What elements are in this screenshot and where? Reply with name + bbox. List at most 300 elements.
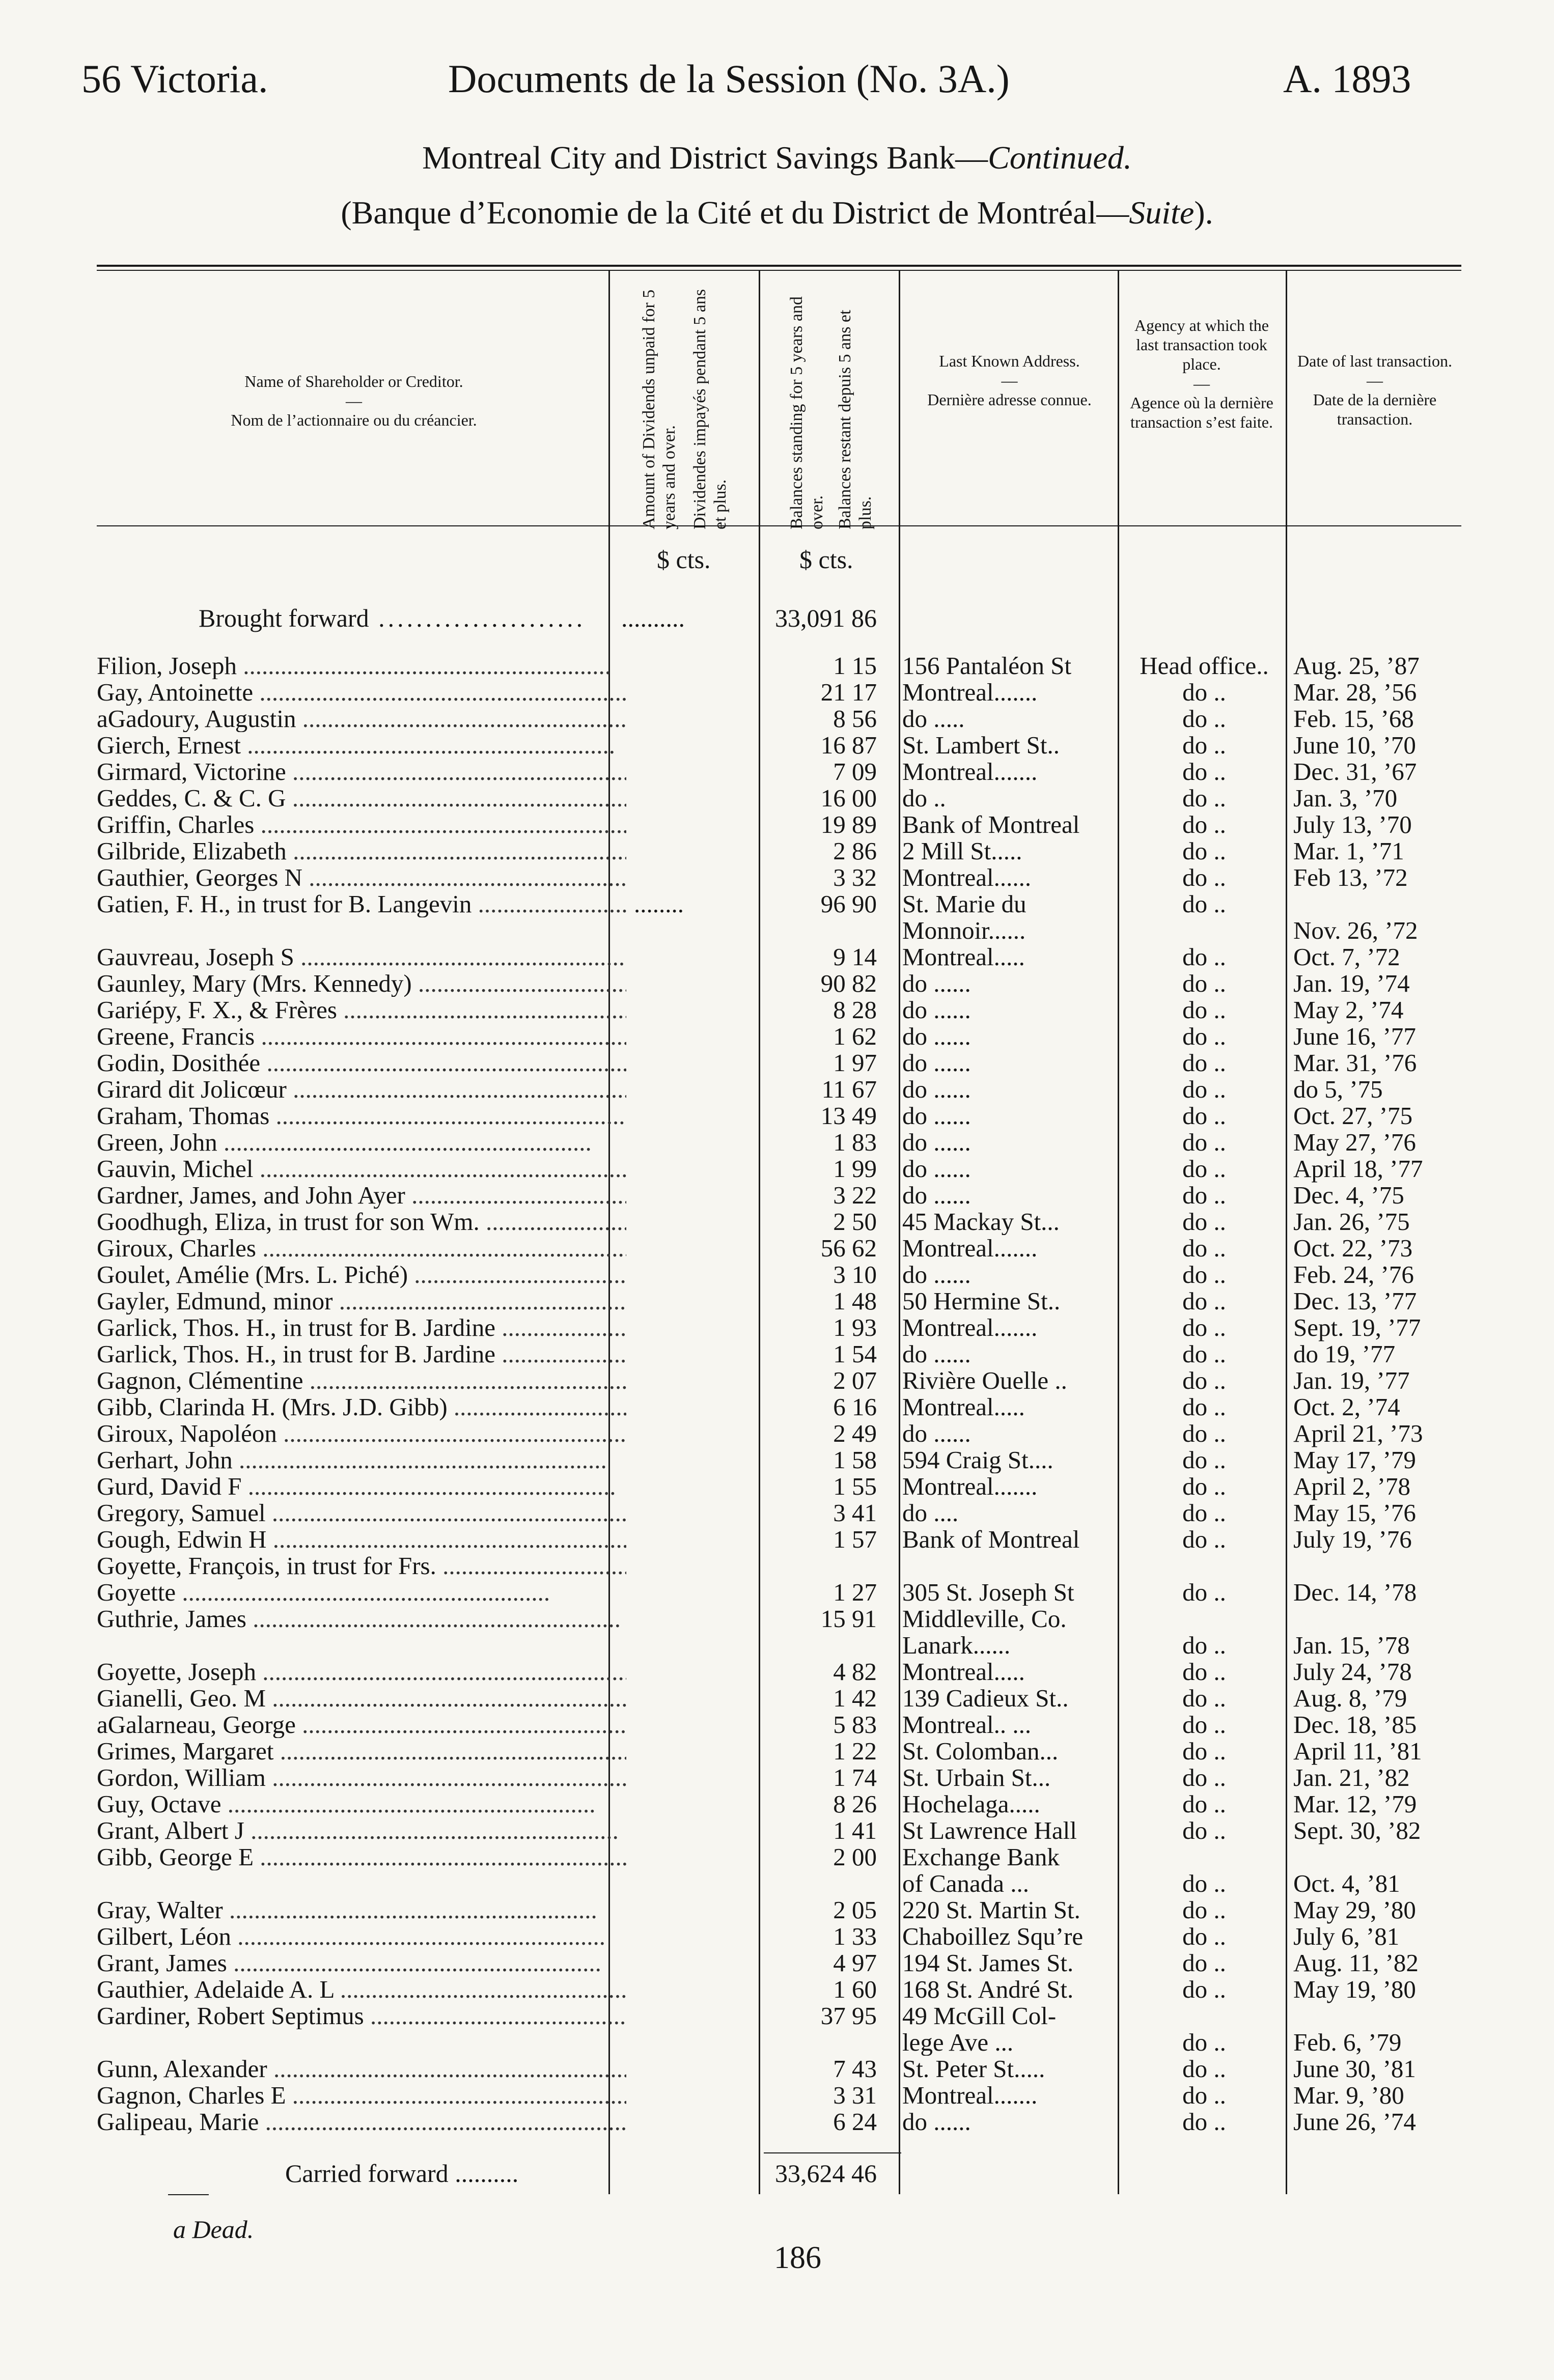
balance-amount: 8 28: [833, 996, 877, 1024]
table-row: [0, 1182, 1554, 1209]
table-row: [0, 997, 1554, 1023]
column-header-date-dash: —: [1367, 371, 1383, 389]
table-row: [0, 1341, 1554, 1367]
last-address: St. Lambert St..: [902, 732, 1060, 759]
creditor-name: Giroux, Charles .....: [97, 1235, 626, 1262]
table-row: [0, 759, 1554, 785]
creditor-name: Graham, Thomas .....: [97, 1103, 626, 1129]
agency: do ..: [1182, 2028, 1226, 2056]
balance-amount: 3 32: [833, 863, 877, 891]
brought-forward-amount: 33,091 86: [775, 604, 877, 632]
last-address: do ......: [902, 1129, 971, 1156]
last-address: Montreal.......: [902, 1314, 1038, 1341]
last-address: Hochelaga.....: [902, 1791, 1040, 1817]
creditor-name: Green, John .....: [97, 1129, 626, 1156]
last-address: Montreal.......: [902, 679, 1038, 706]
balance-amount: 1 74: [833, 1763, 877, 1791]
agency: do ..: [1182, 1261, 1226, 1289]
creditor-name: Grimes, Margaret .....: [97, 1738, 626, 1765]
ledger-rows: [0, 653, 1554, 2135]
carried-forward-text: Carried forward: [285, 2159, 449, 2188]
creditor-name: Goulet, Amélie (Mrs. L. Piché) .....: [97, 1262, 626, 1288]
last-transaction-date: Jan. 19, ’74: [1293, 969, 1410, 997]
last-address: Montreal.......: [902, 759, 1038, 785]
agency: do ..: [1182, 1711, 1226, 1739]
balance-amount: 1 97: [833, 1049, 877, 1077]
table-row: [0, 1765, 1554, 1791]
last-transaction-date: Sept. 30, ’82: [1293, 1816, 1421, 1844]
agency: do ..: [1182, 1975, 1226, 2003]
column-header-balances: [787, 285, 827, 529]
agency: do ..: [1182, 1922, 1226, 1950]
creditor-name: aGadoury, Augustin .....: [97, 706, 626, 732]
table-row: [0, 864, 1554, 891]
table-row: [0, 1606, 1554, 1632]
column-header-agency: [1123, 316, 1281, 432]
last-address: Montreal.....: [902, 1659, 1025, 1685]
balance-amount: 1 58: [833, 1446, 877, 1474]
creditor-name: Gierch, Ernest .....: [97, 732, 626, 759]
creditor-name: Gay, Antoinette .....: [97, 679, 626, 706]
carried-forward-label: Carried forward ..........: [285, 2159, 519, 2188]
creditor-name: Grant, Albert J .....: [97, 1817, 626, 1844]
agency: do ..: [1182, 810, 1226, 838]
creditor-name: Godin, Dosithée .....: [97, 1050, 626, 1076]
last-address: 139 Cadieux St..: [902, 1685, 1069, 1712]
last-transaction-date: April 2, ’78: [1293, 1472, 1410, 1500]
title-en-text: Montreal City and District Savings Bank—: [422, 139, 988, 176]
agency: do ..: [1182, 1763, 1226, 1791]
agency: do ..: [1182, 784, 1226, 812]
last-transaction-date: Mar. 12, ’79: [1293, 1790, 1417, 1818]
agency: do ..: [1182, 2055, 1226, 2083]
agency: do ..: [1182, 1658, 1226, 1686]
agency: do ..: [1182, 678, 1226, 706]
table-row: [0, 1367, 1554, 1394]
table-row: [0, 1870, 1554, 1897]
agency: do ..: [1182, 863, 1226, 891]
creditor-name: Griffin, Charles .....: [97, 811, 626, 838]
balance-amount: 1 33: [833, 1922, 877, 1950]
balance-amount: 6 16: [833, 1393, 877, 1421]
last-address: do .....: [902, 706, 965, 732]
last-transaction-date: do 5, ’75: [1293, 1075, 1383, 1103]
last-address: St Lawrence Hall: [902, 1817, 1077, 1844]
last-transaction-date: do 19, ’77: [1293, 1340, 1396, 1368]
table-row: [0, 1950, 1554, 1976]
table-row: [0, 1420, 1554, 1447]
balance-amount: 2 00: [833, 1843, 877, 1871]
last-transaction-date: May 17, ’79: [1293, 1446, 1416, 1474]
creditor-name: Gagnon, Clémentine .....: [97, 1367, 626, 1394]
table-row: [0, 2056, 1554, 2082]
column-header-agency-fr: Agence où la dernière transaction s’est faite.: [1130, 394, 1273, 431]
last-transaction-date: July 13, ’70: [1293, 810, 1412, 838]
last-transaction-date: Aug. 25, ’87: [1293, 652, 1420, 680]
column-header-name-en: Name of Shareholder or Creditor.: [244, 372, 463, 390]
last-transaction-date: Feb. 24, ’76: [1293, 1261, 1414, 1289]
creditor-name: aGalarneau, George .....: [97, 1712, 626, 1738]
agency: do ..: [1182, 1049, 1226, 1077]
table-row: [0, 1288, 1554, 1314]
page-number: 186: [774, 2241, 821, 2275]
last-transaction-date: Sept. 19, ’77: [1293, 1313, 1421, 1341]
last-address: do ..: [902, 785, 946, 811]
agency: do ..: [1182, 890, 1226, 918]
table-row: [0, 1473, 1554, 1500]
table-row: [0, 785, 1554, 811]
creditor-name: Garlick, Thos. H., in trust for B. Jardine .....: [97, 1341, 626, 1367]
balance-amount: 8 56: [833, 705, 877, 733]
last-transaction-date: Jan. 15, ’78: [1293, 1631, 1410, 1659]
agency: do ..: [1182, 1075, 1226, 1103]
creditor-name: Geddes, C. & C. G .....: [97, 785, 626, 811]
balance-amount: 4 82: [833, 1658, 877, 1686]
table-row: [0, 1262, 1554, 1288]
balance-amount: 1 93: [833, 1313, 877, 1341]
creditor-name: Girmard, Victorine .....: [97, 759, 626, 785]
dividends-amount: ........: [634, 890, 684, 918]
last-address: St. Urbain St...: [902, 1765, 1051, 1791]
column-header-dividends-fr: Dividendes impayés pendant 5 ans et plus.: [690, 289, 730, 529]
last-address: Chaboillez Squ’re: [902, 1923, 1084, 1950]
creditor-name: Gariépy, F. X., & Frères .....: [97, 997, 626, 1023]
creditor-name: Greene, Francis .....: [97, 1023, 626, 1050]
creditor-name: Gianelli, Geo. M .....: [97, 1685, 626, 1712]
creditor-name: Gatien, F. H., in trust for B. Langevin .....: [97, 891, 626, 917]
balance-amount: 19 89: [820, 810, 877, 838]
table-row: [0, 811, 1554, 838]
creditor-name: Gardiner, Robert Septimus .....: [97, 2003, 626, 2029]
balance-amount: 1 55: [833, 1472, 877, 1500]
creditor-name: Goyette, Joseph .....: [97, 1659, 626, 1685]
last-address: do ......: [902, 997, 971, 1023]
creditor-name: Gayler, Edmund, minor .....: [97, 1288, 626, 1314]
title-fr-end: ).: [1194, 194, 1213, 231]
table-row: [0, 679, 1554, 706]
last-transaction-date: May 15, ’76: [1293, 1499, 1416, 1527]
last-address: do ......: [902, 2109, 971, 2135]
last-address: Montreal.....: [902, 1394, 1025, 1420]
table-row: [0, 1553, 1554, 1579]
balance-amount: 3 41: [833, 1499, 877, 1527]
balance-amount: 2 49: [833, 1419, 877, 1447]
balance-amount: 1 15: [833, 652, 877, 680]
column-header-name-dash: —: [346, 391, 362, 410]
table-row: [0, 1156, 1554, 1182]
balance-amount: 6 24: [833, 2108, 877, 2136]
last-address: Monnoir......: [902, 917, 1026, 944]
last-transaction-date: Oct. 4, ’81: [1293, 1869, 1400, 1897]
last-transaction-date: Oct. 22, ’73: [1293, 1234, 1413, 1262]
creditor-name: Garlick, Thos. H., in trust for B. Jardine .....: [97, 1314, 626, 1341]
brought-forward-label: Brought forward ......................: [199, 604, 586, 632]
last-address: Exchange Bank: [902, 1844, 1060, 1870]
last-address: 220 St. Martin St.: [902, 1897, 1080, 1923]
balance-amount: 1 62: [833, 1022, 877, 1050]
last-address: 156 Pantaléon St: [902, 653, 1072, 679]
balance-amount: 2 07: [833, 1366, 877, 1394]
creditor-name: Grant, James .....: [97, 1950, 626, 1976]
last-address: 50 Hermine St..: [902, 1288, 1061, 1314]
last-address: do ......: [902, 1156, 971, 1182]
last-address: do ......: [902, 1341, 971, 1367]
column-header-dividends: [639, 285, 680, 529]
agency: do ..: [1182, 1472, 1226, 1500]
agency: do ..: [1182, 1022, 1226, 1050]
table-row: [0, 944, 1554, 970]
last-address: Rivière Ouelle ..: [902, 1367, 1067, 1394]
balance-amount: 1 99: [833, 1155, 877, 1183]
table-row: [0, 2029, 1554, 2056]
creditor-name: Filion, Joseph .....: [97, 653, 626, 679]
last-transaction-date: Feb. 15, ’68: [1293, 705, 1414, 733]
agency: do ..: [1182, 1816, 1226, 1844]
creditor-name: Gough, Edwin H .....: [97, 1526, 626, 1553]
creditor-name: Gerhart, John .....: [97, 1447, 626, 1473]
agency: do ..: [1182, 1684, 1226, 1712]
last-transaction-date: Nov. 26, ’72: [1293, 916, 1418, 944]
last-address: Montreal.......: [902, 1473, 1038, 1500]
table-row: [0, 1023, 1554, 1050]
balance-amount: 2 86: [833, 837, 877, 865]
agency: do ..: [1182, 2108, 1226, 2136]
table-row: [0, 1103, 1554, 1129]
last-transaction-date: Dec. 14, ’78: [1293, 1578, 1417, 1606]
last-address: Montreal.......: [902, 1235, 1038, 1262]
last-address: of Canada ...: [902, 1870, 1029, 1897]
agency: do ..: [1182, 1499, 1226, 1527]
table-row: [0, 706, 1554, 732]
carried-forward-amount: 33,624 46: [775, 2159, 877, 2188]
agency: do ..: [1182, 837, 1226, 865]
last-transaction-date: June 10, ’70: [1293, 731, 1416, 759]
table-row: [0, 1129, 1554, 1156]
creditor-name: Galipeau, Marie .....: [97, 2109, 626, 2135]
column-header-agency-dash: —: [1194, 374, 1210, 393]
table-row: [0, 1235, 1554, 1262]
table-top-rule-inner: [97, 270, 1461, 271]
creditor-name: Gray, Walter .....: [97, 1897, 626, 1923]
agency: do ..: [1182, 1419, 1226, 1447]
balance-amount: 15 91: [820, 1605, 877, 1633]
balance-amount: 1 83: [833, 1128, 877, 1156]
balance-amount: 7 09: [833, 758, 877, 786]
last-address: 594 Craig St....: [902, 1447, 1053, 1473]
table-row: [0, 1500, 1554, 1526]
column-header-dividends-fr-wrap: [690, 285, 731, 529]
agency: do ..: [1182, 1949, 1226, 1977]
balance-amount: 56 62: [820, 1234, 877, 1262]
agency: do ..: [1182, 1208, 1226, 1236]
balance-amount: 90 82: [820, 969, 877, 997]
table-row: [0, 1394, 1554, 1420]
agency: do ..: [1182, 2081, 1226, 2109]
balance-amount: 1 41: [833, 1816, 877, 1844]
agency: do ..: [1182, 1366, 1226, 1394]
balance-amount: 1 48: [833, 1287, 877, 1315]
agency: do ..: [1182, 1578, 1226, 1606]
table-row: [0, 653, 1554, 679]
creditor-name: Gunn, Alexander .....: [97, 2056, 626, 2082]
creditor-name: Gauvin, Michel .....: [97, 1156, 626, 1182]
table-row: [0, 1817, 1554, 1844]
footnote-dead: a Dead.: [173, 2215, 254, 2244]
agency: do ..: [1182, 1181, 1226, 1209]
header-year: A. 1893: [1283, 57, 1411, 101]
table-row: [0, 1314, 1554, 1341]
last-address: do ......: [902, 970, 971, 997]
last-transaction-date: Dec. 13, ’77: [1293, 1287, 1417, 1315]
balance-amount: 1 22: [833, 1737, 877, 1765]
balance-amount: 1 42: [833, 1684, 877, 1712]
table-row: [0, 2109, 1554, 2135]
creditor-name: Goyette .....: [97, 1579, 626, 1606]
column-header-address-dash: —: [1001, 371, 1018, 389]
creditor-name: Gregory, Samuel .....: [97, 1500, 626, 1526]
last-address: St. Marie du: [902, 891, 1026, 917]
last-address: do ....: [902, 1500, 959, 1526]
balance-amount: 5 83: [833, 1711, 877, 1739]
balance-amount: 21 17: [820, 678, 877, 706]
balance-amount: 2 05: [833, 1896, 877, 1924]
last-transaction-date: Mar. 31, ’76: [1293, 1049, 1417, 1077]
table-row: [0, 2003, 1554, 2029]
last-transaction-date: Oct. 7, ’72: [1293, 943, 1400, 971]
last-address: do ......: [902, 1023, 971, 1050]
table-row: [0, 970, 1554, 997]
table-row: [0, 917, 1554, 944]
balance-amount: 1 57: [833, 1525, 877, 1553]
last-address: do ......: [902, 1420, 971, 1447]
column-header-address: [906, 351, 1113, 409]
title-fr-text: (Banque d’Economie de la Cité et du District de Montréal—: [341, 194, 1129, 231]
agency: do ..: [1182, 1393, 1226, 1421]
column-header-balances-fr: Balances restant depuis 5 ans et plus.: [836, 310, 875, 529]
agency: Head office..: [1140, 652, 1269, 680]
column-header-date: [1291, 351, 1459, 429]
table-row: [0, 1209, 1554, 1235]
balance-amount: 9 14: [833, 943, 877, 971]
last-transaction-date: Aug. 8, ’79: [1293, 1684, 1407, 1712]
carried-forward-rule: [764, 2152, 901, 2153]
agency: do ..: [1182, 1128, 1226, 1156]
table-row: [0, 1579, 1554, 1606]
footnote-rule: [168, 2194, 209, 2195]
last-transaction-date: June 26, ’74: [1293, 2108, 1416, 2136]
agency: do ..: [1182, 1790, 1226, 1818]
last-address: St. Colomban...: [902, 1738, 1059, 1765]
table-row: [0, 838, 1554, 864]
last-transaction-date: July 24, ’78: [1293, 1658, 1412, 1686]
title-fr-italic: Suite: [1129, 194, 1195, 231]
last-address: St. Peter St.....: [902, 2056, 1045, 2082]
agency: do ..: [1182, 1155, 1226, 1183]
balance-amount: 96 90: [820, 890, 877, 918]
last-address: do ......: [902, 1050, 971, 1076]
last-address: Middleville, Co.: [902, 1606, 1067, 1632]
column-header-date-en: Date of last transaction.: [1297, 352, 1452, 370]
last-transaction-date: Dec. 4, ’75: [1293, 1181, 1404, 1209]
last-address: 168 St. André St.: [902, 1976, 1074, 2003]
creditor-name: Gauvreau, Joseph S .....: [97, 944, 626, 970]
last-transaction-date: Jan. 19, ’77: [1293, 1366, 1410, 1394]
table-row: [0, 1659, 1554, 1685]
brought-forward-dots: ..........: [621, 604, 685, 632]
last-transaction-date: April 11, ’81: [1293, 1737, 1422, 1765]
last-transaction-date: Jan. 21, ’82: [1293, 1763, 1410, 1791]
creditor-name: Guthrie, James .....: [97, 1606, 626, 1632]
balance-amount: 4 97: [833, 1949, 877, 1977]
last-address: Bank of Montreal: [902, 811, 1080, 838]
last-transaction-date: Mar. 9, ’80: [1293, 2081, 1404, 2109]
creditor-name: Gauthier, Adelaide A. L .....: [97, 1976, 626, 2003]
agency: do ..: [1182, 1340, 1226, 1368]
agency: do ..: [1182, 1446, 1226, 1474]
last-transaction-date: May 27, ’76: [1293, 1128, 1416, 1156]
last-transaction-date: Mar. 28, ’56: [1293, 678, 1417, 706]
balance-amount: 16 00: [820, 784, 877, 812]
agency: do ..: [1182, 996, 1226, 1024]
last-transaction-date: Aug. 11, ’82: [1293, 1949, 1419, 1977]
last-transaction-date: Feb. 6, ’79: [1293, 2028, 1402, 2056]
last-address: Montreal.....: [902, 944, 1025, 970]
creditor-name: Gordon, William .....: [97, 1765, 626, 1791]
brought-forward-text: Brought forward: [199, 604, 369, 632]
agency: do ..: [1182, 1896, 1226, 1924]
balance-amount: 3 31: [833, 2081, 877, 2109]
last-transaction-date: June 30, ’81: [1293, 2055, 1416, 2083]
agency: do ..: [1182, 1313, 1226, 1341]
creditor-name: Goyette, François, in trust for Frs. .....: [97, 1553, 626, 1579]
agency: do ..: [1182, 1869, 1226, 1897]
balance-amount: 3 10: [833, 1261, 877, 1289]
last-address: 305 St. Joseph St: [902, 1579, 1074, 1606]
last-transaction-date: Oct. 2, ’74: [1293, 1393, 1400, 1421]
balance-amount: 37 95: [820, 2002, 877, 2030]
last-transaction-date: May 2, ’74: [1293, 996, 1404, 1024]
last-address: Montreal.......: [902, 2082, 1038, 2109]
last-address: lege Ave ...: [902, 2029, 1014, 2056]
balance-amount: 7 43: [833, 2055, 877, 2083]
column-header-address-en: Last Known Address.: [939, 352, 1080, 370]
creditor-name: Gilbert, Léon .....: [97, 1923, 626, 1950]
last-transaction-date: July 6, ’81: [1293, 1922, 1400, 1950]
column-header-balances-en: Balances standing for 5 years and over.: [787, 296, 826, 529]
title-en-italic: Continued.: [988, 139, 1132, 176]
last-transaction-date: Jan. 3, ’70: [1293, 784, 1398, 812]
balance-amount: 2 50: [833, 1208, 877, 1236]
last-transaction-date: May 29, ’80: [1293, 1896, 1416, 1924]
last-transaction-date: Jan. 26, ’75: [1293, 1208, 1410, 1236]
agency: do ..: [1182, 758, 1226, 786]
column-header-agency-en: Agency at which the last transaction took place.: [1134, 316, 1269, 373]
creditor-name: Gagnon, Charles E .....: [97, 2082, 626, 2109]
agency: do ..: [1182, 943, 1226, 971]
table-row: [0, 1685, 1554, 1712]
last-address: Montreal......: [902, 864, 1032, 891]
column-header-date-fr: Date de la dernière transaction.: [1313, 390, 1437, 428]
table-row: [0, 1712, 1554, 1738]
last-transaction-date: Dec. 18, ’85: [1293, 1711, 1417, 1739]
table-row: [0, 891, 1554, 917]
page-title-english: [0, 137, 1554, 178]
table-row: [0, 1791, 1554, 1817]
creditor-name: Gaunley, Mary (Mrs. Kennedy) .....: [97, 970, 626, 997]
agency: do ..: [1182, 731, 1226, 759]
page-title-french: [0, 192, 1554, 233]
balance-amount: 11 67: [821, 1075, 877, 1103]
